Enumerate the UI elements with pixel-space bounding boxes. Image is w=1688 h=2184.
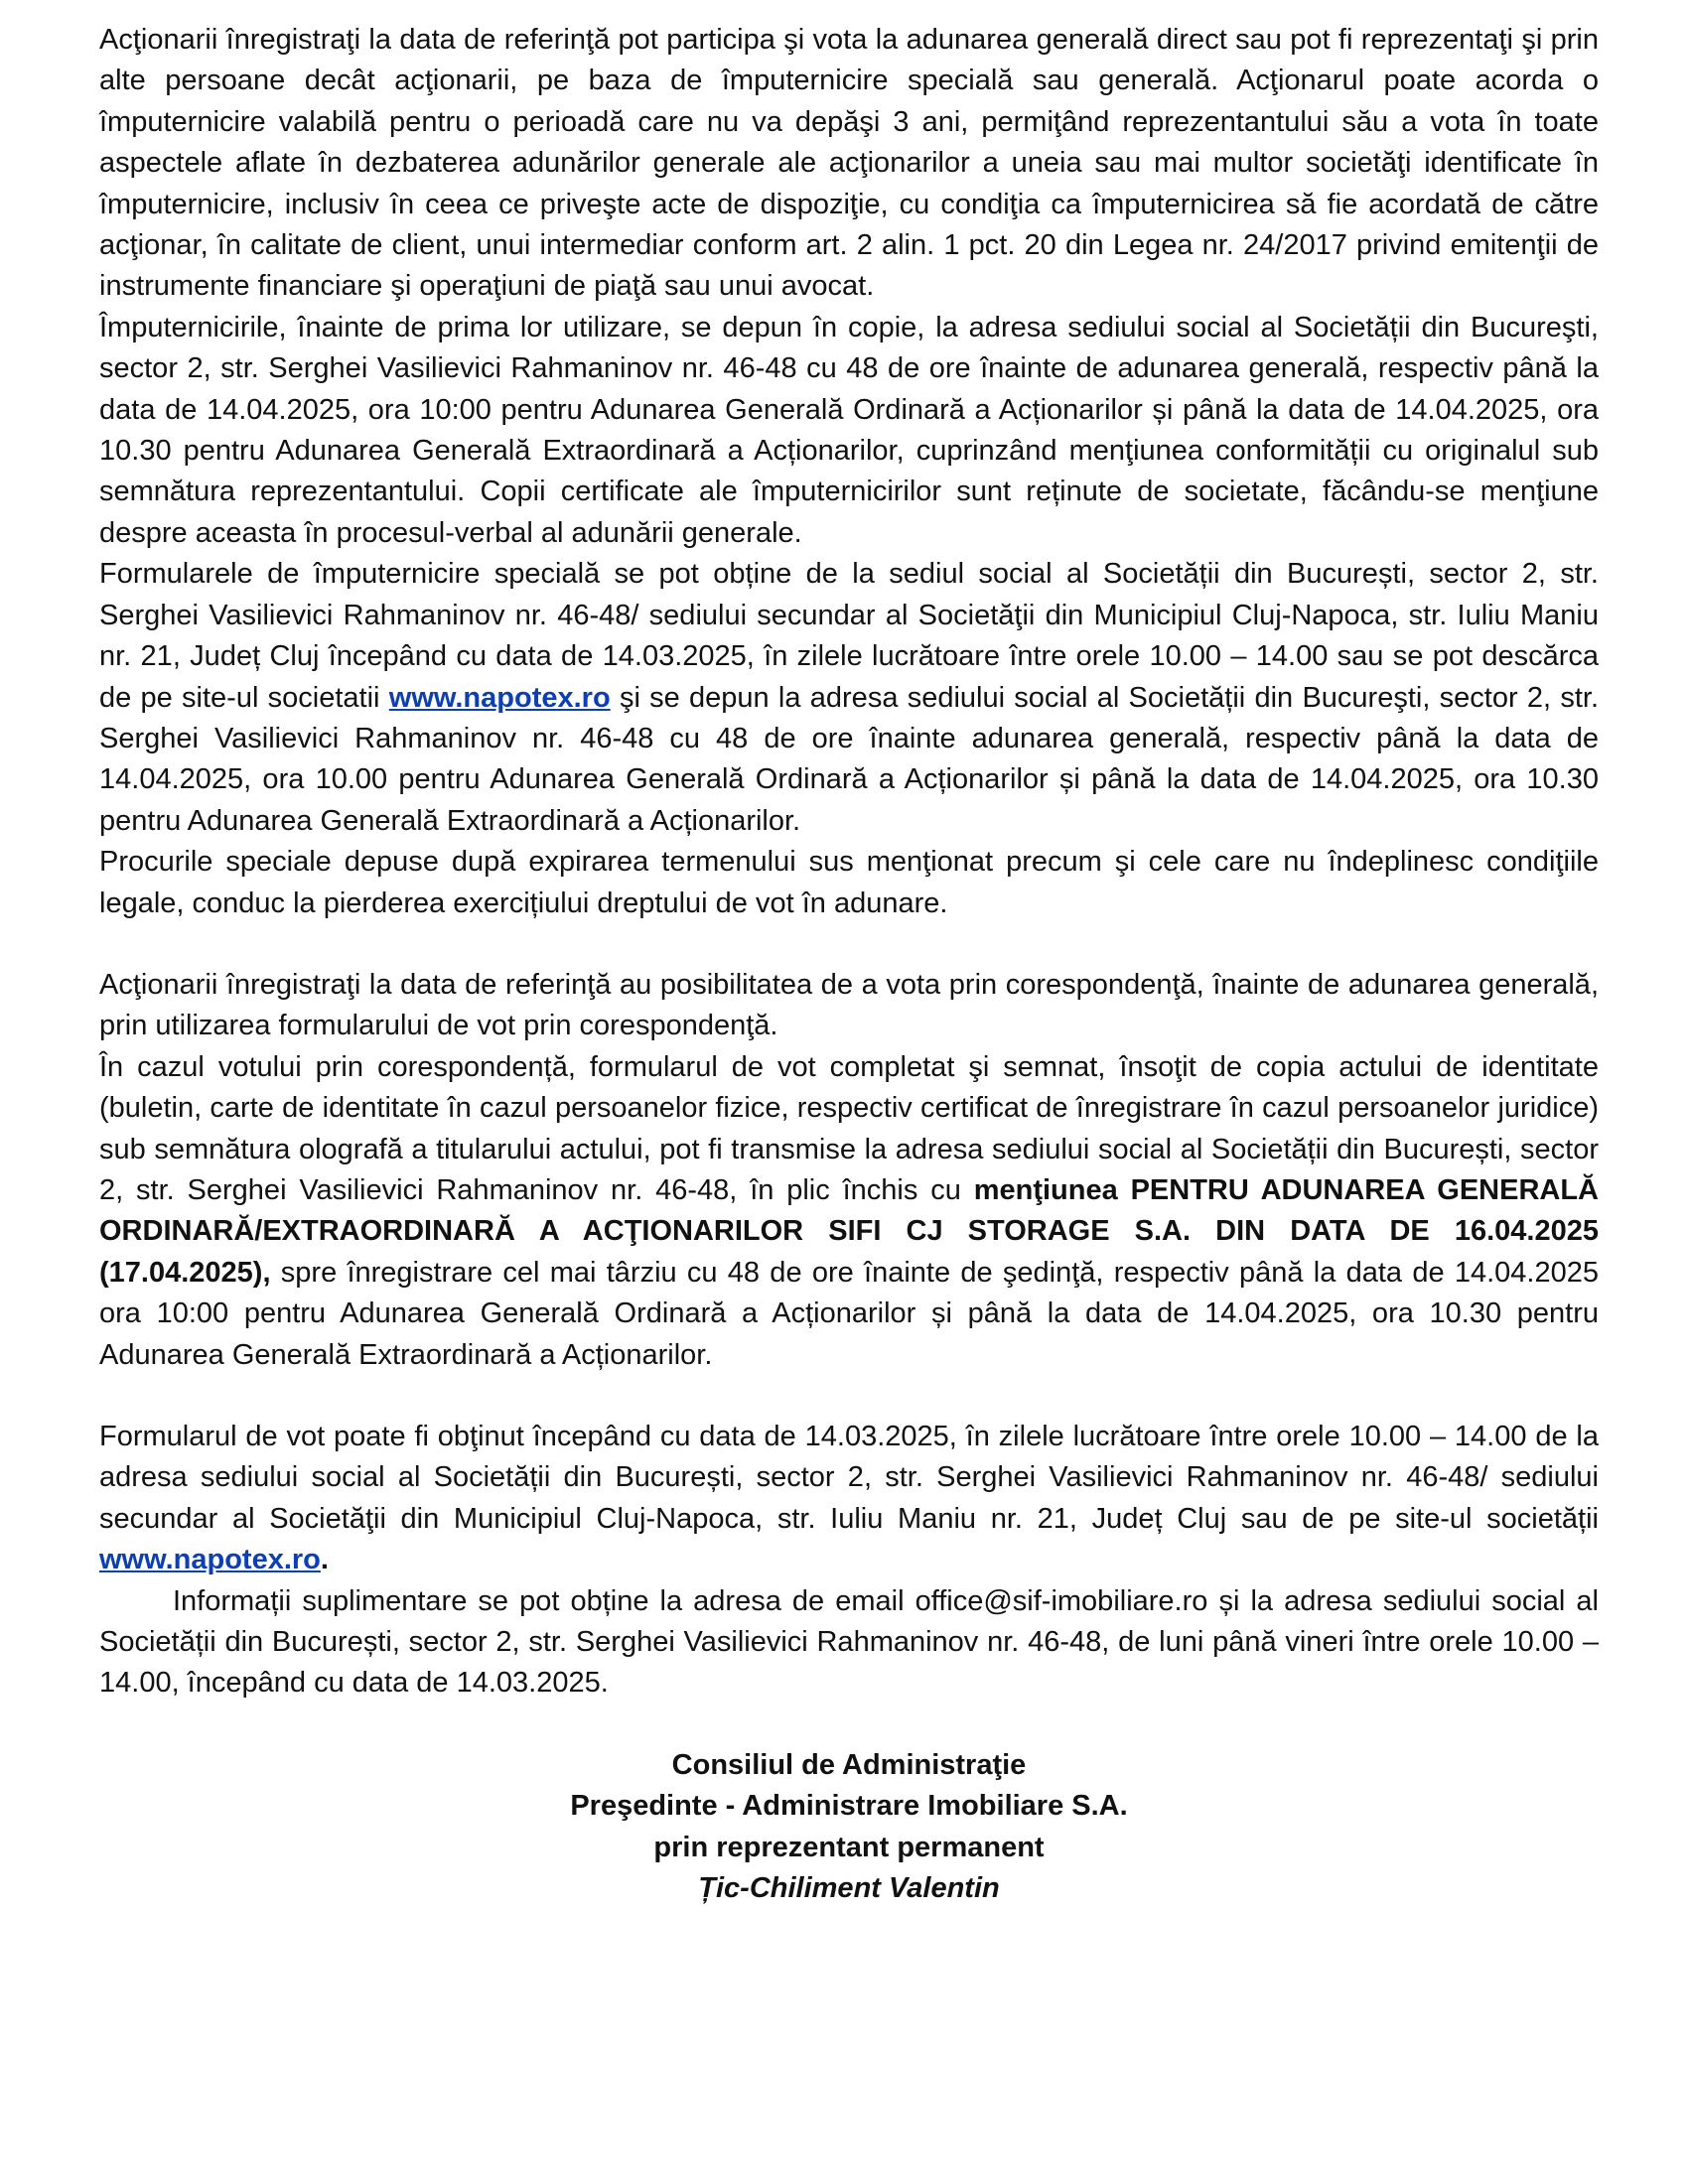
signature-block — [99, 1745, 1599, 1910]
paragraph-late-proxies: Procurile speciale depuse după expirarea termenului sus menţionat precum şi cele care nu îndeplinesc condiţiile legale, conduc la pierderea exercițiului dreptului de vot în adunare. — [99, 846, 1599, 919]
paragraph-representation: Acţionarii înregistraţi la data de referinţă pot participa şi vota la adunarea generală direct sau pot fi reprezentaţi şi prin alte persoane decât acţionarii, pe baza de împuternicire specială sau generală. Acţionarul poate acorda o împuternicire valabilă pentru o perioadă care nu va depăşi 3 ani, permiţând reprezentantului său a vota în toate aspectele aflate în dezbaterea adunărilor generale ale acţionarilor a uneia sau mai multor societăţi identificate în împuternicire, inclusiv în ceea ce priveşte acte de dispoziţie, cu condiţia ca împuternicirea să fie acordată de către acţionar, în calitate de client, unui intermediar conform art. 2 alin. 1 pct. 20 din Legea nr. 24/2017 privind emitenţii de instrumente financiare şi operaţiuni de piaţă sau unui avocat. — [99, 24, 1599, 303]
vote-form-text: Formularul de vot poate fi obţinut începând cu data de 14.03.2025, în zilele lucrătoare între orele 10.00 – 14.00 de la adresa sediului social al Societății din București, sector 2, str. Serghei Vasilievici Rahmaninov nr. 46-48/ sediului secundar al Societăţii din Municipiul Cluj-Napoca, str. Iuliu Maniu nr. 21, Județ Cluj sau de pe site-ul societății — [99, 1421, 1599, 1535]
vote-form-period: . — [320, 1544, 329, 1576]
correspondence-text: În cazul votului prin corespondență, formularul de vot completat şi semnat, însoţit de copia actului de identitate (buletin, carte de identitate în cazul persoanelor fizice, respectiv certificat de înregistrare în cazul persoanelor juridice) sub semnătura olografă a titularului actului, pot fi transmise la adresa sediului social al Societății din București, sector 2, str. Serghei Vasilievici Rahmaninov nr. 46-48, în plic închis cu — [99, 1050, 1599, 1206]
paragraph-correspondence-vote: Acţionarii înregistraţi la data de referinţă au posibilitatea de a vota prin corespondenţă, înainte de adunarea generală, prin utilizarea formularului de vot prin corespondenţă. — [99, 968, 1599, 1042]
spacer — [99, 1376, 1599, 1417]
correspondence-text-continued: spre înregistrare cel mai târziu cu 48 de ore înainte de şedinţă, respectiv până la data de 14.04.2025 ora 10:00 pentru Adunarea Generală Ordinară a Acționarilor și până la data de 14.04.2025, ora 10.30 pentru Adunarea Generală Extraordinară a Acționarilor. — [99, 1256, 1599, 1371]
signature-board: Consiliul de Administraţie — [671, 1748, 1027, 1781]
signature-president: Preşedinte - Administrare Imobiliare S.A. — [570, 1790, 1128, 1823]
paragraph-additional-info: Informații suplimentare se pot obține la adresa de email office@sif-imobiliare.ro și la adresa sediului social al Societății din București, sector 2, str. Serghei Vasilievici Rahmaninov nr. 46-48, de luni până vineri între orele 10.00 – 14.00, începând cu data de 14.03.2025. — [99, 1584, 1599, 1700]
paragraph-proxy-forms — [99, 554, 1599, 842]
spacer — [99, 924, 1599, 965]
website-link-2[interactable]: www.napotex.ro — [99, 1544, 321, 1576]
paragraph-vote-form — [99, 1417, 1599, 1581]
proxy-forms-text: Formularele de împuternicire specială se pot obține de la sediul social al Societății din București, sector 2, str. Serghei Vasilievici Rahmaninov nr. 46-48/ sediului secundar al Societăţii din Municipiul Cluj-Napoca, str. Iuliu Maniu nr. 21, Județ Cluj începând cu data de 14.03.2025, în zilele lucrătoare între orele 10.00 – 14.00 sau se pot descărca de pe site-ul societatii — [99, 558, 1599, 714]
paragraph-correspondence-procedure — [99, 1047, 1599, 1376]
paragraph-proxy-deposit: Împuternicirile, înainte de prima lor utilizare, se depun în copie, la adresa sediului social al Societății din Bucureşti, sector 2, str. Serghei Vasilievici Rahmaninov nr. 46-48 cu 48 de ore înainte de adunarea generală, respectiv până la data de 14.04.2025, ora 10:00 pentru Adunarea Generală Ordinară a Acționarilor și până la data de 14.04.2025, ora 10.30 pentru Adunarea Generală Extraordinară a Acționarilor, cuprinzând menţiunea conformității cu originalul sub semnătura reprezentantului. Copii certificate ale împuternicirilor sunt reținute de societate, făcându-se menţiune despre aceasta în procesul-verbal al adunării generale. — [99, 311, 1599, 549]
signature-representative: prin reprezentant permanent — [653, 1831, 1045, 1863]
document-body — [99, 20, 1599, 1909]
envelope-mention: menţiunea PENTRU ADUNAREA GENERALĂ ORDINARĂ/EXTRAORDINARĂ A ACŢIONARILOR SIFI CJ STORAGE S.A. DIN DATA DE 16.04.2025 (17.04.2025), — [99, 1173, 1600, 1289]
proxy-forms-text-continued: şi se depun la adresa sediului social al Societății din Bucureşti, sector 2, str. Serghei Vasilievici Rahmaninov nr. 46-48 cu 48 de ore înainte adunarea generală, respectiv până la data de 14.04.2025, ora 10.00 pentru Adunarea Generală Ordinară a Acționarilor și până la data de 14.04.2025, ora 10.30 pentru Adunarea Generală Extraordinară a Acționarilor. — [99, 681, 1599, 837]
website-link[interactable]: www.napotex.ro — [388, 681, 611, 714]
signature-name: Țic-Chiliment Valentin — [698, 1872, 1000, 1905]
